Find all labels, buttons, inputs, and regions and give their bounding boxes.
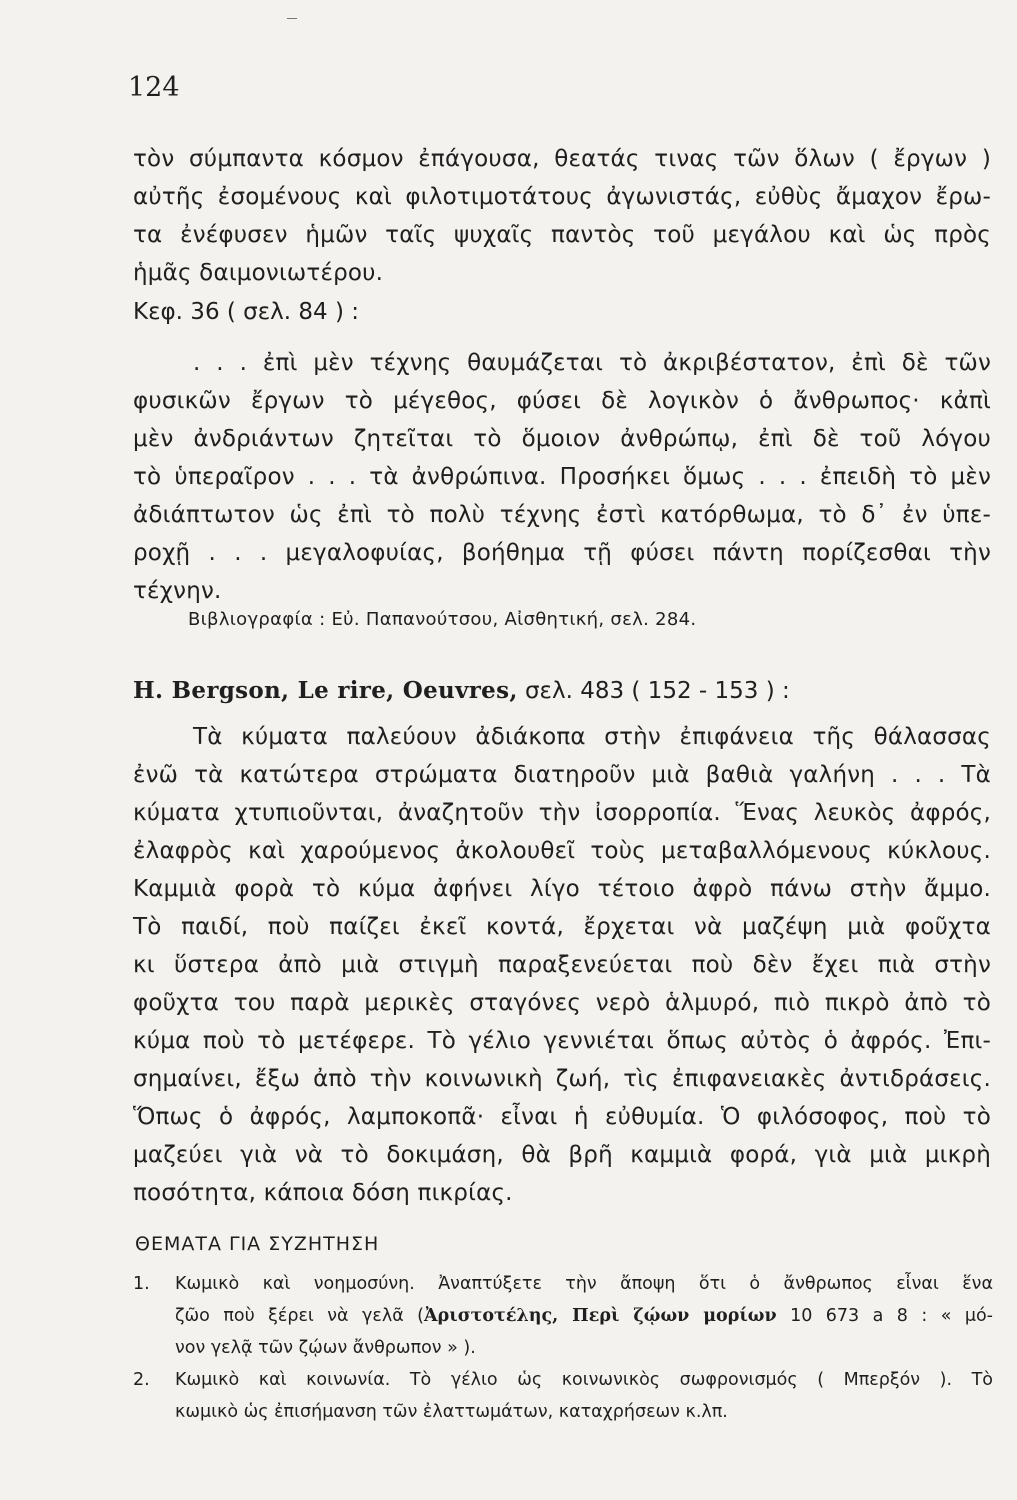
text-line: κι ὕστερα ἀπὸ μιὰ στιγμὴ παραξενεύεται ποὺ δὲν ἔχει πιὰ στὴν: [133, 952, 991, 978]
text-line: Κωμικὸ καὶ κοινωνία. Τὸ γέλιο ὡς κοινωνικὸς σωφρονισμός ( Μπερξόν ). Τὸ: [175, 1370, 993, 1390]
text-line: μαζεύει γιὰ νὰ τὸ δοκιμάση, θὰ βρῆ καμμιὰ φορά, γιὰ μιὰ μικρὴ: [133, 1142, 991, 1168]
text-line: Καμμιὰ φορὰ τὸ κύμα ἀφήνει λίγο τέτοιο ἀφρὸ πάνω στὴν ἄμμο.: [133, 876, 991, 902]
text-line: αὐτῆς ἐσομένους καὶ φιλοτιμοτάτους ἀγωνιστάς, εὐθὺς ἄμαχον ἔρω-: [133, 184, 991, 210]
text-line: ποσότητα, κάποια δόση πικρίας.: [133, 1180, 513, 1206]
text-line: κωμικὸ ὡς ἐπισήμανση τῶν ἐλαττωμάτων, καταχρήσεων κ.λπ.: [175, 1402, 728, 1422]
text-line: ἐλαφρὸς καὶ χαρούμενος ἀκολουθεῖ τοὺς μεταβαλλόμενους κύκλους.: [133, 838, 991, 864]
text-line: Τὸ παιδί, ποὺ παίζει ἐκεῖ κοντά, ἔρχεται νὰ μαζέψη μιὰ φοῦχτα: [133, 914, 991, 940]
text-line: τα ἐνέφυσεν ἡμῶν ταῖς ψυχαῖς παντὸς τοῦ μεγάλου καὶ ὡς πρὸς: [133, 222, 991, 248]
page-number: 124: [128, 72, 180, 103]
discussion-topics-heading: ΘΕΜΑΤΑ ΓΙΑ ΣΥΖΗΤΗΣΗ: [135, 1233, 380, 1255]
text-line: μὲν ἀνδριάντων ζητεῖται τὸ ὅμοιον ἀνθρώπῳ, ἐπὶ δὲ τοῦ λόγου: [133, 426, 991, 452]
text-line: κύμα ποὺ τὸ μετέφερε. Τὸ γέλιο γεννιέται ὅπως αὐτὸς ὁ ἀφρός. Ἐπι-: [133, 1028, 991, 1054]
bergson-paragraph: [133, 718, 991, 1212]
quote-paragraph-2: [133, 344, 991, 610]
text-line: Τὰ κύματα παλεύουν ἀδιάκοπα στὴν ἐπιφάνεια τῆς θάλασσας: [193, 724, 991, 750]
text-line: νον γελᾷ τῶν ζῴων ἄνθρωπον » ).: [175, 1338, 476, 1358]
text-line: σημαίνει, ἔξω ἀπὸ τὴν κοινωνικὴ ζωή, τὶς ἐπιφανειακὲς ἀντιδράσεις.: [133, 1066, 991, 1092]
chapter-reference: Κεφ. 36 ( σελ. 84 ) :: [133, 299, 360, 325]
text-line: ἡμᾶς δαιμονιωτέρου.: [133, 260, 384, 286]
bergson-heading: [133, 677, 790, 704]
text-line: ροχῇ . . . μεγαλοφυίας, βοήθημα τῇ φύσει πάντη πορίζεσθαι τὴν: [133, 540, 991, 566]
discussion-topics-list: [133, 1268, 993, 1428]
text-segment: 10 673 a 8 : « μό-: [776, 1306, 993, 1326]
bergson-source-title: H. Bergson, Le rire, Oeuvres,: [133, 677, 518, 704]
text-line: τέχνην.: [133, 578, 222, 604]
bergson-page-ref: σελ. 483 ( 152 - 153 ) :: [517, 678, 790, 704]
text-line: Ὅπως ὁ ἀφρός, λαμποκοπᾶ· εἶναι ἡ εὐθυμία. Ὁ φιλόσοφος, ποὺ τὸ: [133, 1104, 991, 1130]
text-line: τὸν σύμπαντα κόσμον ἐπάγουσα, θεατάς τινας τῶν ὅλων ( ἔργων ): [133, 146, 991, 172]
text-line: ἐνῶ τὰ κατώτερα στρώματα διατηροῦν μιὰ βαθιὰ γαλήνη . . . Τὰ: [133, 762, 991, 788]
topic-number: 1.: [133, 1274, 150, 1294]
text-line: κύματα χτυπιοῦνται, ἀναζητοῦν τὴν ἰσορροπία. Ἕνας λευκὸς ἀφρός,: [133, 800, 991, 826]
text-line: τὸ ὑπεραῖρον . . . τὰ ἀνθρώπινα. Προσήκει ὅμως . . . ἐπειδὴ τὸ μὲν: [133, 464, 991, 490]
text-line: [175, 1300, 993, 1332]
text-line: Κωμικὸ καὶ νοημοσύνη. Ἀναπτύξετε τὴν ἄποψη ὅτι ὁ ἄνθρωπος εἶναι ἕνα: [175, 1274, 993, 1294]
bibliography-note: Βιβλιογραφία : Εὐ. Παπανούτσου, Αἰσθητική, σελ. 284.: [188, 609, 697, 630]
text-line: φοῦχτα του παρὰ μερικὲς σταγόνες νερὸ ἁλμυρό, πιὸ πικρὸ ἀπὸ τὸ: [133, 990, 991, 1016]
text-line: ἀδιάπτωτον ὡς ἐπὶ τὸ πολὺ τέχνης ἐστὶ κατόρθωμα, τὸ δ᾽ ἐν ὑπε-: [133, 502, 991, 528]
text-line: . . . ἐπὶ μὲν τέχνης θαυμάζεται τὸ ἀκριβέστατον, ἐπὶ δὲ τῶν: [193, 350, 991, 376]
text-line: φυσικῶν ἔργων τὸ μέγεθος, φύσει δὲ λογικὸν ὁ ἄνθρωπος· κἀπὶ: [133, 388, 991, 414]
topic-number: 2.: [133, 1370, 150, 1390]
aristotle-citation: Ἀριστοτέλης, Περὶ ζῴων μορίων: [424, 1306, 777, 1326]
text-segment: ζῶο ποὺ ξέρει νὰ γελᾶ (: [175, 1306, 425, 1326]
topic-item-1: [133, 1268, 993, 1364]
topic-item-2: [133, 1364, 993, 1428]
quote-paragraph-1: [133, 140, 991, 292]
top-mark: [287, 18, 297, 19]
